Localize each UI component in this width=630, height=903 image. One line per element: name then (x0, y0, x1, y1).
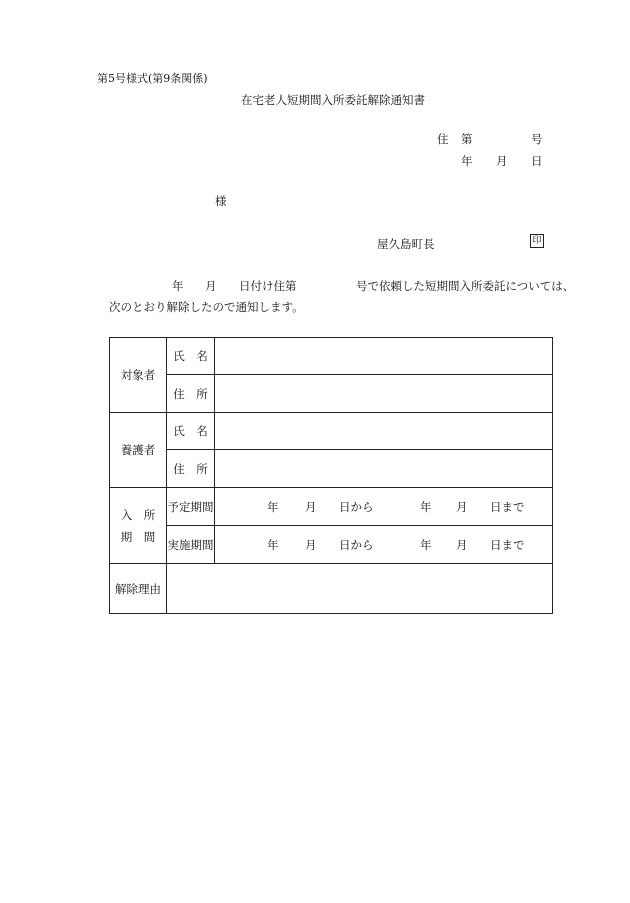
actual-end-year: 年 (420, 537, 432, 552)
guardian-label: 養護者 (110, 413, 167, 488)
actual-start-month: 月 (305, 537, 317, 552)
table-row (110, 450, 553, 488)
guardian-name-label: 氏 名 (167, 413, 215, 450)
body-year: 年 (172, 279, 184, 293)
subject-label: 対象者 (110, 338, 167, 413)
date-day: 日 (531, 154, 543, 168)
table-row (110, 564, 553, 614)
admission-period-label-bottom: 期 間 (120, 529, 156, 544)
planned-period-label: 予定期間 (167, 488, 215, 526)
planned-end-month: 月 (456, 499, 468, 514)
actual-end-month: 月 (456, 537, 468, 552)
guardian-address-label: 住 所 (167, 450, 215, 488)
admission-period-label-top: 入 所 (120, 507, 156, 522)
body-month: 月 (205, 279, 217, 293)
actual-start-from: 日から (339, 537, 374, 552)
form-number: 第5号様式(第9条関係) (97, 72, 208, 85)
guardian-name-field[interactable] (215, 413, 553, 450)
subject-address-field[interactable] (215, 375, 553, 413)
document-title: 在宅老人短期間入所委託解除通知書 (241, 93, 425, 107)
actual-period-label: 実施期間 (167, 526, 215, 564)
planned-end-year: 年 (420, 499, 432, 514)
date-month: 月 (496, 154, 508, 168)
actual-period-field[interactable] (215, 526, 553, 564)
table-row (110, 526, 553, 564)
actual-start-year: 年 (267, 537, 279, 552)
seal-mark: 印 (530, 234, 544, 248)
planned-start-month: 月 (305, 499, 317, 514)
planned-end-until: 日まで (490, 499, 525, 514)
ref-go: 号 (531, 132, 543, 146)
planned-start-year: 年 (267, 499, 279, 514)
date-year: 年 (461, 154, 473, 168)
planned-start-from: 日から (339, 499, 374, 514)
body-line2: 次のとおり解除したので通知します。 (109, 300, 304, 314)
sender-name: 屋久島町長 (377, 237, 435, 251)
actual-end-until: 日まで (490, 537, 525, 552)
ref-ju: 住 (437, 132, 449, 146)
table-row (110, 488, 553, 526)
subject-name-label: 氏 名 (167, 338, 215, 375)
form-table (109, 337, 553, 614)
guardian-address-field[interactable] (215, 450, 553, 488)
planned-period-field[interactable] (215, 488, 553, 526)
body-dated: 日付け住第 (239, 279, 297, 293)
cancellation-reason-label: 解除理由 (110, 564, 167, 614)
table-row (110, 375, 553, 413)
table-row (110, 338, 553, 375)
body-line1-rest: 号で依頼した短期間入所委託については、 (356, 279, 575, 293)
addressee-sama: 様 (215, 194, 227, 208)
cancellation-reason-field[interactable] (167, 564, 553, 614)
subject-address-label: 住 所 (167, 375, 215, 413)
admission-period-label (110, 488, 167, 564)
ref-dai: 第 (461, 132, 473, 146)
subject-name-field[interactable] (215, 338, 553, 375)
table-row (110, 413, 553, 450)
